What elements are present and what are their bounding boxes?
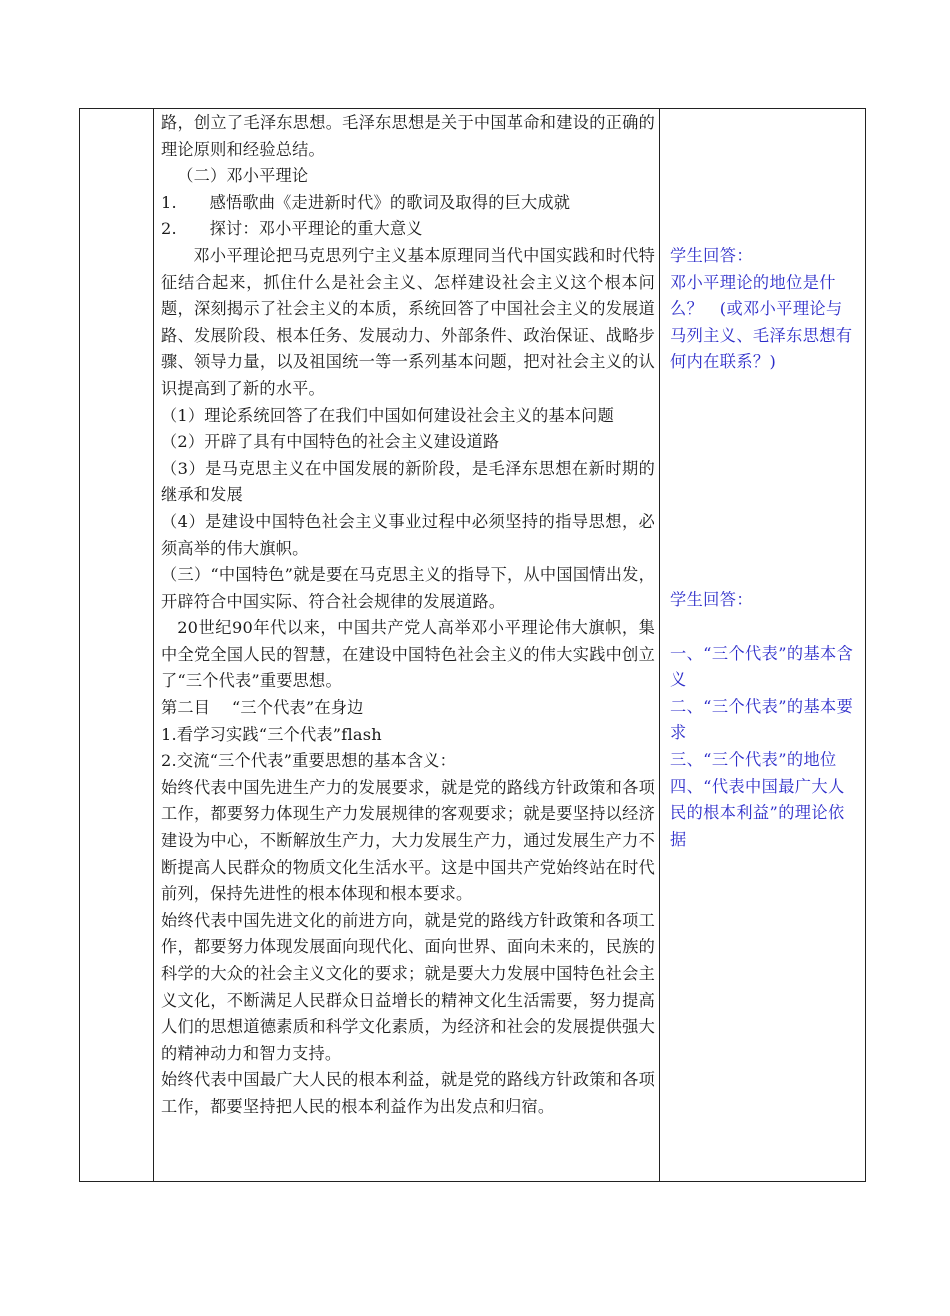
list-item: 2.交流“三个代表”重要思想的基本含义：	[161, 751, 456, 771]
paragraph: 始终代表中国最广大人民的根本利益，就是党的路线方针政策和各项工作，都要坚持把人民的根本利益作为出发点和归宿。	[161, 1070, 655, 1116]
paragraph: 20世纪90年代以来，中国共产党人高举邓小平理论伟大旗帜，集中全党全国人民的智慧，在建设中国特色社会主义的伟大实践中创立了“三个代表”重要思想。	[161, 618, 655, 691]
paragraph: 邓小平理论把马克思列宁主义基本原理同当代中国实践和时代特征结合起来，抓住什么是社会主义、怎样建设社会主义这个根本问题，深刻揭示了社会主义的本质，系统回答了中国社会主义的发展道路、发展阶段、根本任务、发展动力、外部条件、政治保证、战略步骤、领导力量，以及祖国统一等一系列基本问题，把对社会主义的认识提高到了新的水平。	[161, 245, 655, 398]
answer-item: 四、“代表中国最广大人民的根本利益”的理论依据	[670, 776, 845, 849]
list-item: 1.看学习实践“三个代表”flash	[161, 724, 382, 744]
student-activity	[660, 109, 865, 853]
spacer	[670, 376, 859, 587]
list-item: （3）是马克思主义在中国发展的新阶段，是毛泽东思想在新时期的继承和发展	[161, 458, 655, 505]
list-item: （4）是建设中国特色社会主义事业过程中必须坚持的指导思想，必须高举的伟大旗帜。	[161, 511, 655, 558]
answer-item: 二、“三个代表”的基本要求	[670, 696, 854, 743]
main-content	[154, 109, 659, 1121]
student-answer-label: 学生回答：	[670, 589, 753, 609]
student-answer-label: 学生回答：	[670, 246, 753, 265]
list-item: 2. 探讨：邓小平理论的重大意义	[161, 219, 423, 239]
lesson-plan-table	[79, 108, 866, 1182]
spacer	[670, 109, 859, 243]
paragraph: 始终代表中国先进生产力的发展要求，就是党的路线方针政策和各项工作，都要努力体现生产力发展规律的客观要求；就是要坚持以经济建设为中心，不断解放生产力，大力发展生产力，通过发展生产力不断提高人民群众的物质文化生活水平。这是中国共产党始终站在时代前列，保持先进性的根本体现和根本要求。	[161, 777, 655, 904]
student-activity-cell	[660, 109, 866, 1182]
spacer	[670, 614, 859, 641]
left-empty-column	[80, 109, 154, 1182]
main-content-cell	[154, 109, 660, 1182]
section-heading: 第二目 “三个代表”在身边	[161, 698, 364, 718]
answer-item: 三、“三个代表”的地位	[670, 749, 837, 769]
answer-item: 一、“三个代表”的基本含义	[670, 643, 854, 690]
discussion-question: 邓小平理论的地位是什么？ (或邓小平理论与马列主义、毛泽东思想有何内在联系？)	[670, 272, 853, 372]
paragraph: 始终代表中国先进文化的前进方向，就是党的路线方针政策和各项工作，都要努力体现发展面向现代化、面向世界、面向未来的，民族的科学的大众的社会主义文化的要求；就是要大力发展中国特色社会主义文化，不断满足人民群众日益增长的精神文化生活需要，努力提高人们的思想道德素质和科学文化素质，为经济和社会的发展提供强大的精神动力和智力支持。	[161, 910, 655, 1063]
list-item: （2）开辟了具有中国特色的社会主义建设道路	[161, 432, 500, 452]
table-row	[80, 109, 866, 1182]
list-item: 1. 感悟歌曲《走进新时代》的歌词及取得的巨大成就	[161, 192, 571, 212]
section-heading: （三）“中国特色”就是要在马克思主义的指导下，从中国国情出发，开辟符合中国实际、符合社会规律的发展道路。	[161, 565, 655, 611]
list-item: （1）理论系统回答了在我们中国如何建设社会主义的基本问题	[161, 405, 614, 425]
paragraph: 路，创立了毛泽东思想。毛泽东思想是关于中国革命和建设的正确的理论原则和经验总结。	[161, 113, 655, 159]
section-heading: （二）邓小平理论	[177, 166, 309, 186]
